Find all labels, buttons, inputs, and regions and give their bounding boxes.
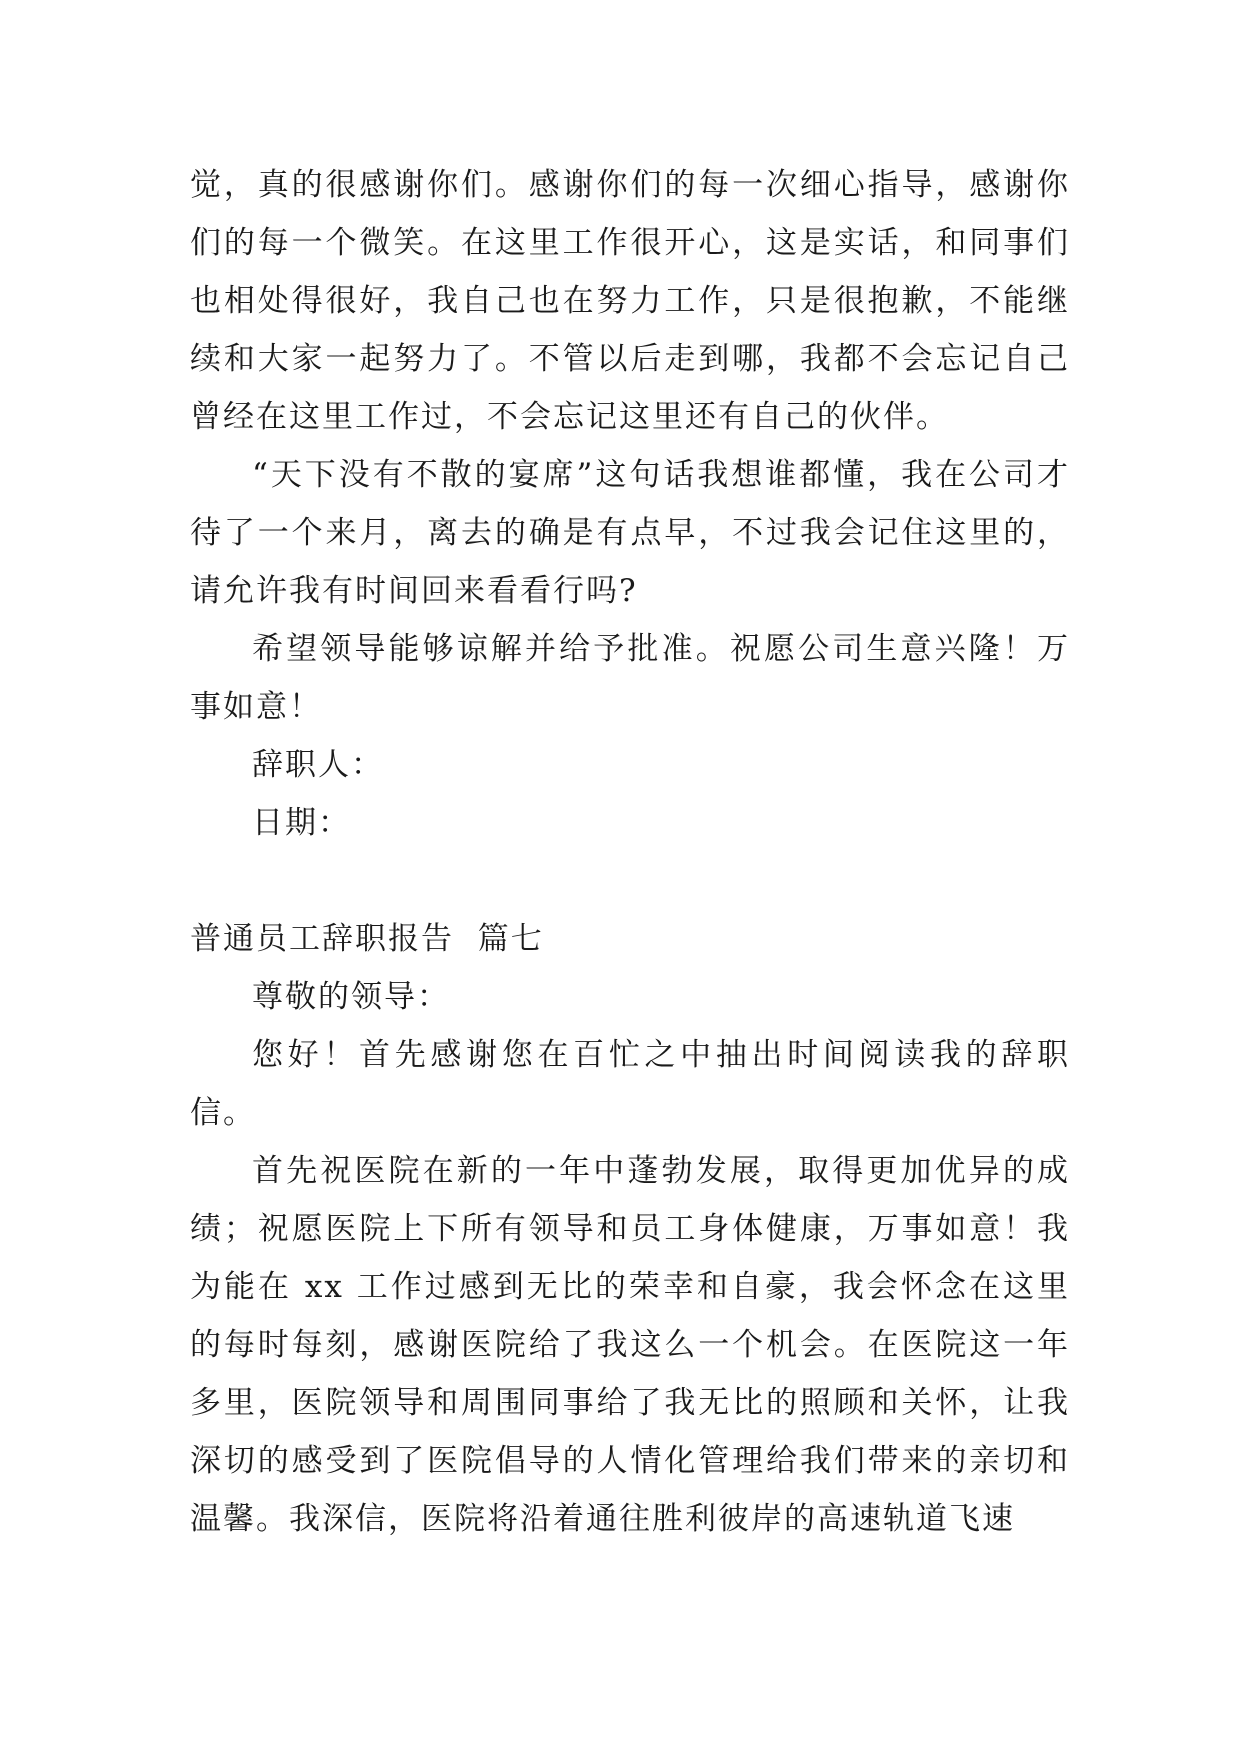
paragraph-farewell: “天下没有不散的宴席”这句话我想谁都懂，我在公司才待了一个来月，离去的确是有点早，不过我会记住这里的，请允许我有时间回来看看行吗? xyxy=(190,457,1070,609)
paragraph-continuation: 觉，真的很感谢你们。感谢你们的每一次细心指导，感谢你们的每一个微笑。在这里工作很开心，这是实话，和同事们也相处得很好，我自己也在努力工作，只是很抱歉，不能继续和大家一起努力了。不管以后走到哪，我都不会忘记自己曾经在这里工作过，不会忘记这里还有自己的伙伴。 xyxy=(190,167,1070,435)
section-title: 普通员工辞职报告 篇七 xyxy=(190,921,544,957)
date-label: 日期： xyxy=(252,805,351,841)
document-body xyxy=(190,156,1070,1548)
signature-label: 辞职人： xyxy=(252,747,384,783)
paragraph-greeting: 您好！首先感谢您在百忙之中抽出时间阅读我的辞职信。 xyxy=(190,1037,1070,1131)
paragraph-hospital: 首先祝医院在新的一年中蓬勃发展，取得更加优异的成绩；祝愿医院上下所有领导和员工身体健康，万事如意！我为能在 xx 工作过感到无比的荣幸和自豪，我会怀念在这里的每时每刻，感谢医院给了我这么一个机会。在医院这一年多里，医院领导和周围同事给了我无比的照顾和关怀，让我深切的感受到了医院倡导的人情化管理给我们带来的亲切和温馨。我深信，医院将沿着通往胜利彼岸的高速轨道飞速 xyxy=(190,1153,1070,1537)
section-spacer xyxy=(190,852,1070,910)
salutation: 尊敬的领导： xyxy=(252,979,450,1015)
paragraph-wishes: 希望领导能够谅解并给予批准。祝愿公司生意兴隆！万事如意！ xyxy=(190,631,1070,725)
